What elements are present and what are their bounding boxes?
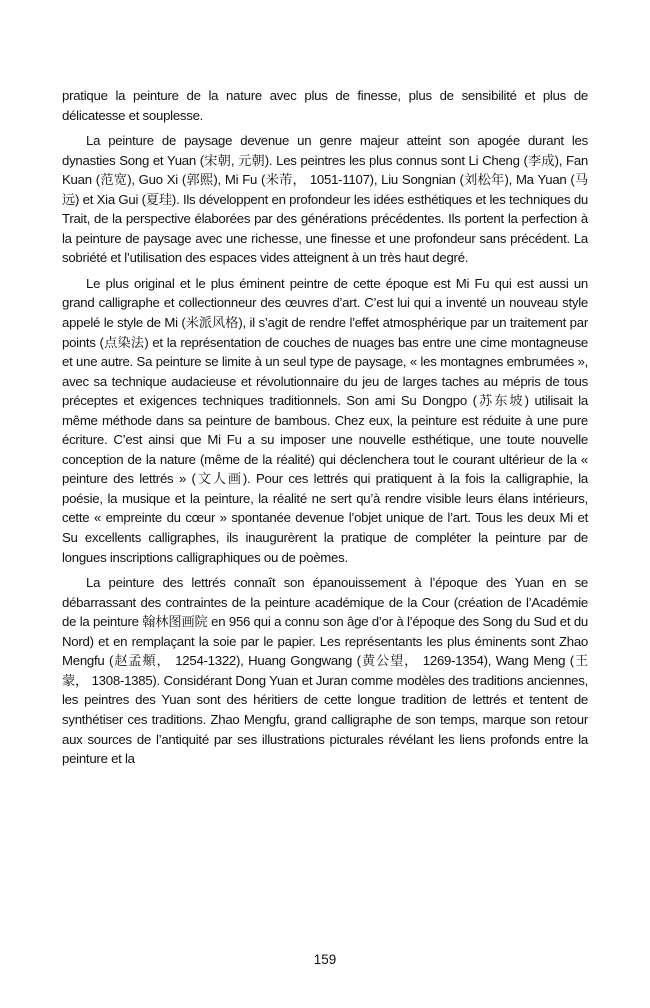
- paragraph-mi-fu: Le plus original et le plus éminent peintre de cette époque est Mi Fu qui est aussi un grand calligraphe et collectionneur des œuvres d’art. C’est lui qui a inventé un nouveau style appelé le style de Mi (米派风格), il s’agit de rendre l’effet atmosphérique par un traitement par points (点染法) et la représentation de couches de nuages bas entre une cime montagneuse et une autre. Sa peinture se limite à un seul type de paysage, « les montagnes embrumées », avec sa technique audacieuse et révolutionnaire du jeu de larges taches au mépris de tous préceptes et exigences techniques traditionnels. Son ami Su Dongpo (苏东坡) utilisait la même méthode dans sa peinture de bambous. Chez eux, la peinture est réduite à une pure écriture. C’est ainsi que Mi Fu a su imposer une nouvelle esthétique, une toute nouvelle conception de la nature (même de la réalité) qui déclenchera tout le courant ultérieur de la « peinture des lettrés » (文人画). Pour ces lettrés qui pratiquent à la fois la calligraphie, la poésie, la musique et la peinture, la réalité ne sert qu’à rendre visible leurs élans intérieurs, cette « empreinte du cœur » spontanée devenue l’objet unique de l’art. Tous les deux Mi et Su excellents calligraphes, ils inaugurèrent la pratique de compléter la peinture par de longues inscriptions calligraphiques ou de poèmes.: [62, 275, 588, 565]
- paragraph-continuation: pratique la peinture de la nature avec plus de finesse, plus de sensibilité et plus de délicatesse et souplesse.: [62, 88, 588, 123]
- paragraph-landscape-painting: La peinture de paysage devenue un genre majeur atteint son apogée durant les dynasties Song et Yuan (宋朝, 元朝). Les peintres les plus connus sont Li Cheng (李成), Fan Kuan (范宽), Guo Xi (郭熙), Mi Fu (米芾， 1051-1107), Liu Songnian (刘松年), Ma Yuan (马远) et Xia Gui (夏珪). Ils développent en profondeur les idées esthétiques et les techniques du Trait, de la perspective élaborées par des générations précédentes. Ils portent la perfection à la peinture de paysage avec une richesse, une finesse et une profondeur sans précédent. La sobriété et l’utilisation des espaces vides atteignent à un très haut degré.: [62, 133, 588, 266]
- page-body: [62, 86, 588, 775]
- page-number: 159: [313, 952, 337, 967]
- paragraph-literati-painting: La peinture des lettrés connaît son épanouissement à l’époque des Yuan en se débarrassant des contraintes de la peinture académique de la Cour (création de l’Académie de la peinture 翰林图画院 en 956 qui a connu son âge d’or à l’époque des Song du Sud et du Nord) et en remplaçant la soie par le papier. Les représentants les plus éminents sont Zhao Mengfu (赵孟頫， 1254-1322), Huang Gongwang (黄公望， 1269-1354), Wang Meng (王蒙， 1308-1385). Considérant Dong Yuan et Juran comme modèles des traditions anciennes, les peintres des Yuan sont des héritiers de cette longue tradition de lettrés et tentent de synthétiser ces traditions. Zhao Mengfu, grand calligraphe de son temps, marque son retour aux sources de l’antiquité par ses illustrations picturales révélant les liens profonds entre la peinture et la: [62, 575, 588, 767]
